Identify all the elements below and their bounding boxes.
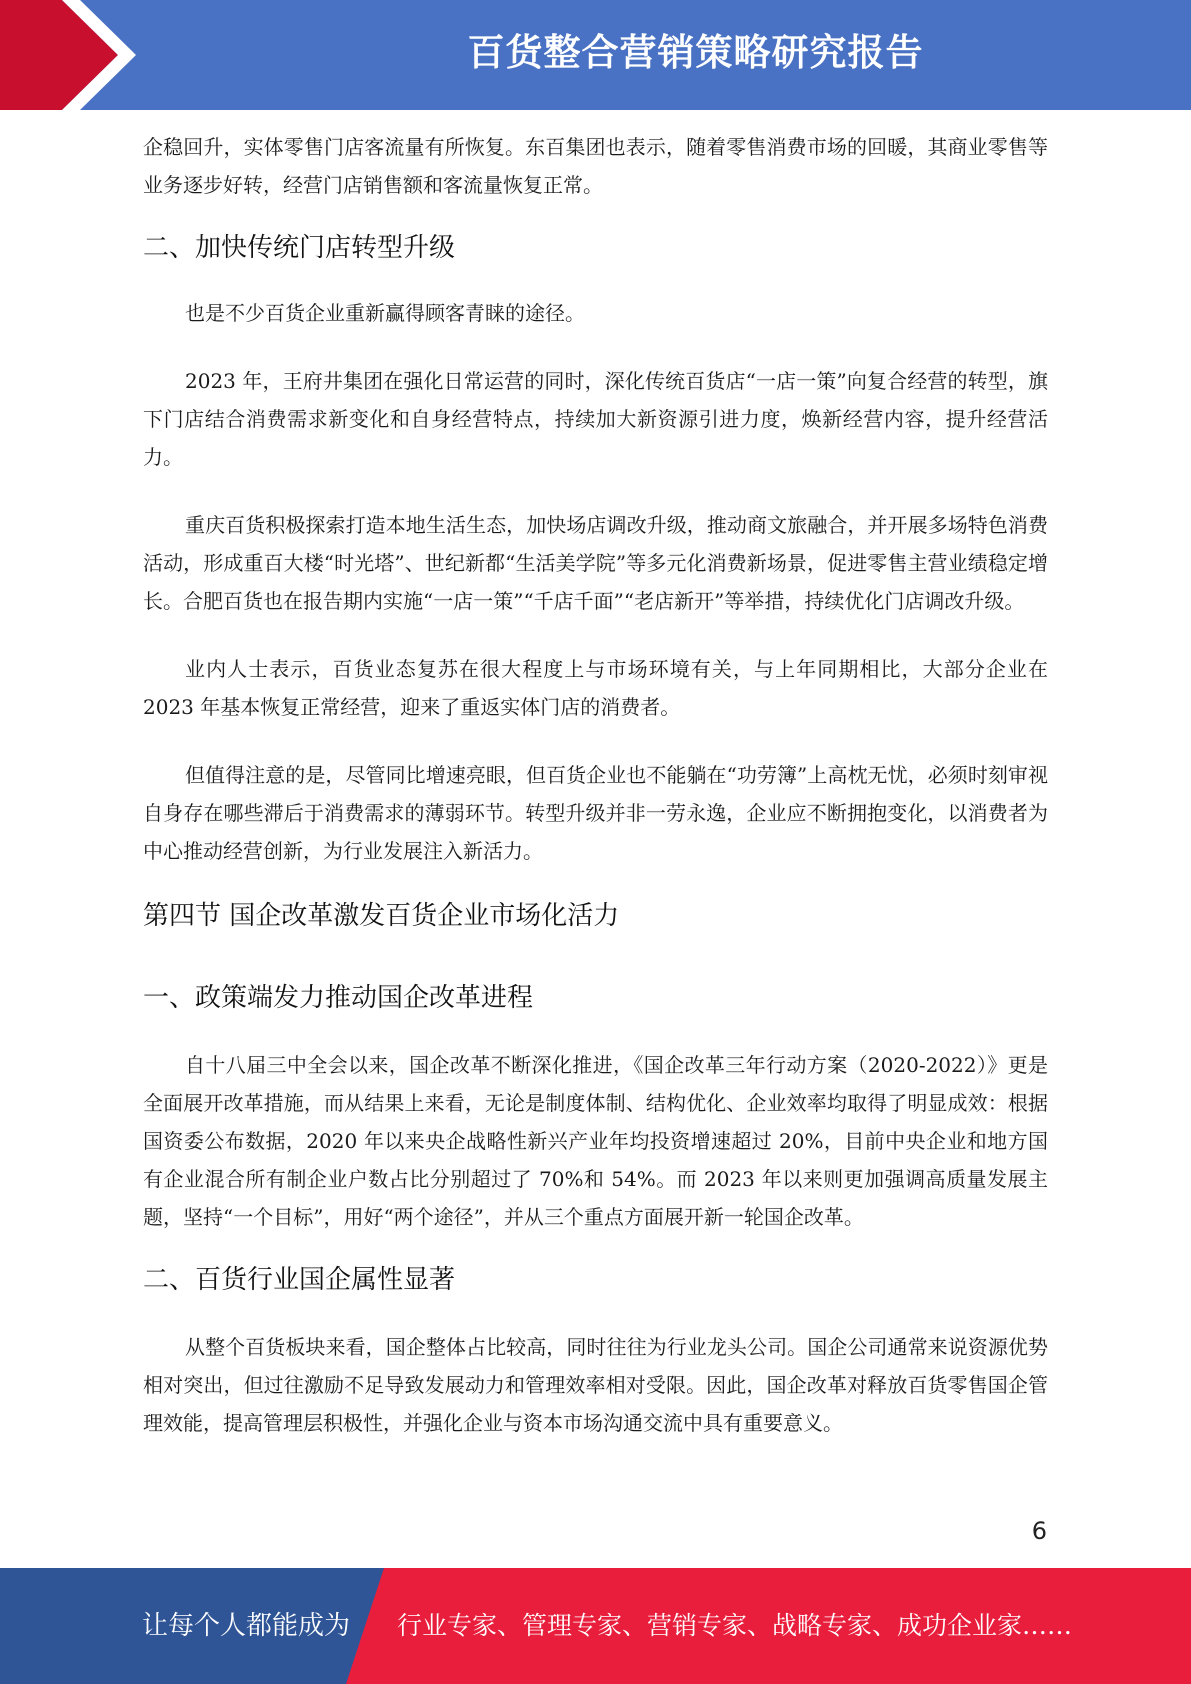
page-number: 6 xyxy=(1031,1517,1047,1545)
chapter-section-heading: 第四节 国企改革激发百货企业市场化活力 xyxy=(143,901,620,931)
paragraph: 也是不少百货企业重新赢得顾客青睐的途径。 xyxy=(185,301,585,325)
paragraph: 从整个百货板块来看，国企整体占比较高，同时往往为行业龙头公司。国企公司通常来说资源优势相对突出，但过往激励不足导致发展动力和管理效率相对受限。因此，国企改革对释放百货零售国企管理效能，提高管理层积极性，并强化企业与资本市场沟通交流中具有重要意义。 xyxy=(143,1335,1048,1435)
page-footer xyxy=(0,1568,1191,1684)
report-title: 百货整合营销策略研究报告 xyxy=(467,31,924,74)
footer-slogan-left: 让每个人都能成为 xyxy=(142,1611,351,1641)
document-body xyxy=(143,128,1048,1442)
paragraph: 企稳回升，实体零售门店客流量有所恢复。东百集团也表示，随着零售消费市场的回暖，其商业零售等业务逐步好转，经营门店销售额和客流量恢复正常。 xyxy=(143,135,1048,197)
paragraph: 重庆百货积极探索打造本地生活生态，加快场店调改升级，推动商文旅融合，并开展多场特色消费活动，形成重百大楼“时光塔”、世纪新都“生活美学院”等多元化消费新场景，促进零售主营业绩稳定增长。合肥百货也在报告期内实施“一店一策”“千店千面”“老店新开”等举措，持续优化门店调改升级。 xyxy=(143,513,1048,613)
paragraph: 业内人士表示，百货业态复苏在很大程度上与市场环境有关，与上年同期相比，大部分企业在 2023 年基本恢复正常经营，迎来了重返实体门店的消费者。 xyxy=(143,657,1048,719)
section-heading: 一、政策端发力推动国企改革进程 xyxy=(143,983,534,1013)
section-heading: 二、加快传统门店转型升级 xyxy=(143,233,456,263)
paragraph: 但值得注意的是，尽管同比增速亮眼，但百货企业也不能躺在“功劳簿”上高枕无忧，必须时刻审视自身存在哪些滞后于消费需求的薄弱环节。转型升级并非一劳永逸，企业应不断拥抱变化，以消费者为中心推动经营创新，为行业发展注入新活力。 xyxy=(143,763,1048,863)
header-chevron-decoration xyxy=(0,0,200,110)
paragraph: 2023 年，王府井集团在强化日常运营的同时，深化传统百货店“一店一策”向复合经营的转型，旗下门店结合消费需求新变化和自身经营特点，持续加大新资源引进力度，焕新经营内容，提升经营活力。 xyxy=(143,369,1048,469)
paragraph: 自十八届三中全会以来，国企改革不断深化推进，《国企改革三年行动方案（2020-2022）》更是全面展开改革措施，而从结果上来看，无论是制度体制、结构优化、企业效率均取得了明显成效：根据国资委公布数据，2020 年以来央企战略性新兴产业年均投资增速超过 20%，目前中央企业和地方国有企业混合所有制企业户数占比分别超过了 70%和 54%。而 2023 年以来则更加强调高质量发展主题，坚持“一个目标”，用好“两个途径”，并从三个重点方面展开新一轮国企改革。 xyxy=(143,1053,1048,1229)
footer-slogan-right: 行业专家、管理专家、营销专家、战略专家、成功企业家…… xyxy=(397,1611,1073,1640)
page-header xyxy=(0,0,1191,110)
section-heading: 二、百货行业国企属性显著 xyxy=(143,1265,456,1295)
